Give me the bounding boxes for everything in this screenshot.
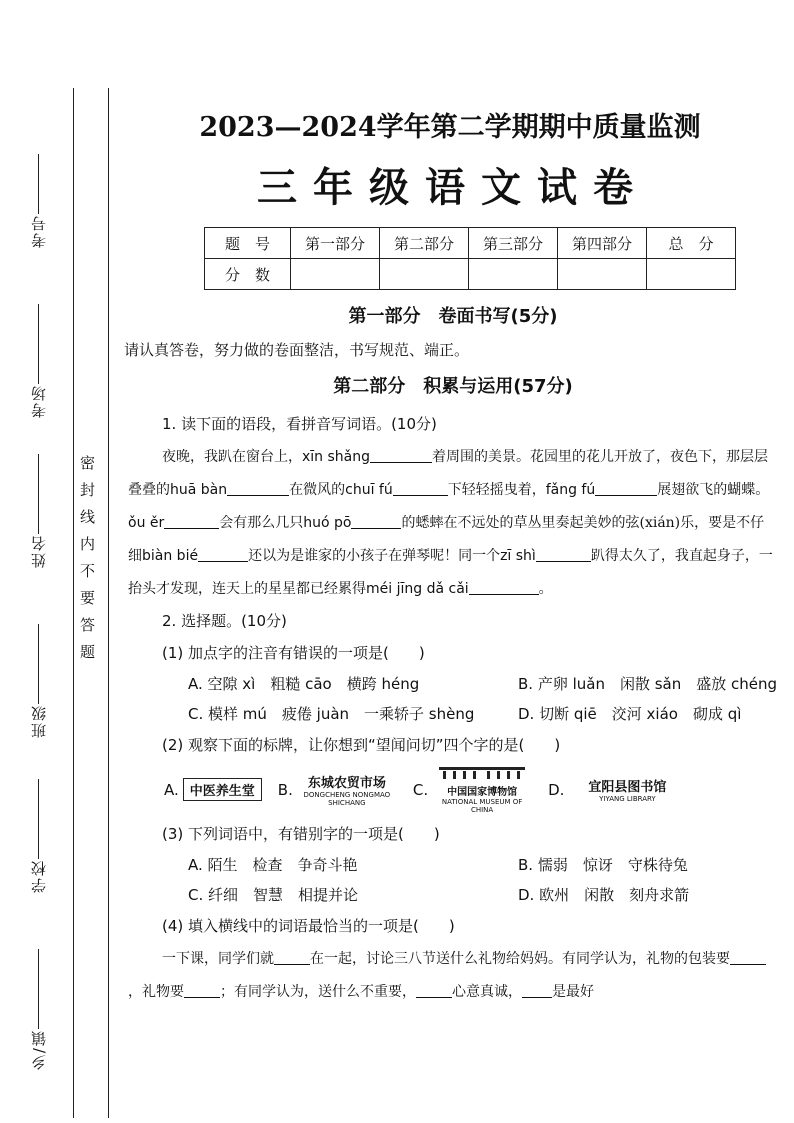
sign-c-board [432, 765, 532, 814]
score-col-total: 总 分 [647, 228, 736, 259]
q1-text-8: 还以为是谁家的小孩子在弹琴呢！同一个 [248, 548, 501, 564]
binding-line-inner [108, 88, 109, 1118]
exam-title: 2023—2024学年第二学期期中质量监测 [199, 112, 701, 143]
q2-4-text-3: ，礼物要 [128, 984, 184, 1000]
exam-number-line [38, 154, 39, 214]
sign-c-text: 中国国家博物馆 [447, 787, 518, 798]
q1-text-4: 下轻轻摇曳着， [447, 482, 546, 498]
town-line [38, 949, 39, 1029]
pinyin-6: huó pō [303, 515, 352, 531]
q2-4-text-4: ；有同学认为，送什么不重要， [220, 984, 416, 1000]
answer-blank-8[interactable] [536, 543, 591, 562]
q2-4-text-2: 在一起，讨论三八节送什么礼物给妈妈。有同学认为，礼物的包装要 [310, 951, 730, 967]
q1-text-3: 在微风的 [289, 482, 346, 498]
exam-number-label: 考号 [29, 214, 48, 248]
option-c[interactable]: C. 纤细 智慧 相提并论 [188, 886, 359, 904]
sign-d-label: D. [548, 780, 565, 799]
score-col-part1: 第一部分 [291, 228, 380, 259]
q2-1-options-row2 [128, 699, 778, 729]
q2-4-stem: (4) 填入横线中的词语最恰当的一项是( ) [162, 917, 455, 935]
q1-text-6: 会有那么几只 [219, 515, 304, 531]
q2-3-options-row2 [128, 880, 778, 910]
sign-d-text: 宜阳县图书馆 [588, 780, 667, 795]
sign-b-board [297, 772, 397, 807]
school-field[interactable] [20, 775, 56, 893]
class-field[interactable] [20, 620, 56, 738]
option-b[interactable]: B. 懦弱 惊讶 守株待兔 [518, 856, 688, 874]
pinyin-2: huā bàn [170, 482, 228, 498]
q2-3-stem: (3) 下列词语中，有错别字的一项是( ) [162, 825, 440, 843]
score-table [204, 227, 736, 290]
sign-b-subtext: DONGCHENG NONGMAO SHICHANG [303, 791, 391, 807]
answer-blank-6[interactable] [351, 510, 401, 529]
sign-c-label: C. [412, 780, 429, 799]
q1-title: 1. 读下面的语段，看拼音写词语。(10分) [162, 415, 437, 433]
sign-a-board: 中医养生堂 [183, 778, 262, 801]
exam-number-field[interactable] [20, 150, 56, 248]
answer-blank-4[interactable] [595, 477, 657, 496]
class-label: 班级 [29, 704, 48, 738]
score-value-row [205, 259, 736, 290]
option-a[interactable]: A. 陌生 检查 争奇斗艳 [188, 856, 358, 874]
name-line [38, 454, 39, 534]
pinyin-1: xīn shǎng [302, 449, 371, 465]
exam-room-field[interactable] [20, 300, 56, 418]
binding-margin [0, 0, 120, 1123]
binding-line-outer [73, 88, 74, 1118]
q1-text-9: 趴得太久了，我直起身子，一抬头才发现，连天上的星星都已经累得 [128, 548, 773, 597]
option-a[interactable]: A. 空隙 xì 粗糙 cāo 横跨 héng [188, 675, 420, 693]
score-header-row [205, 228, 736, 259]
q1-text-10: 。 [538, 581, 553, 597]
q2-3-options-row1 [128, 850, 778, 880]
sign-option-b[interactable] [278, 772, 397, 807]
pinyin-7: biàn bié [142, 548, 199, 564]
part1-heading: 第一部分 卷面书写(5分) [348, 306, 558, 327]
class-line [38, 624, 39, 704]
q2-4-text-1: 一下课，同学们就 [162, 951, 274, 967]
answer-blank-3[interactable] [393, 477, 448, 496]
score-cell-part3[interactable] [469, 259, 558, 290]
option-c[interactable]: C. 模样 mú 疲倦 juàn 一乘轿子 shèng [188, 705, 475, 723]
fill-blank-5[interactable] [522, 979, 552, 998]
score-col-label: 题 号 [205, 228, 291, 259]
pinyin-9: méi jīng dǎ cǎi [366, 581, 469, 597]
sign-d-board [568, 776, 686, 803]
name-label: 姓名 [29, 534, 48, 568]
sign-option-a[interactable] [164, 778, 262, 801]
fill-blank-4[interactable] [416, 979, 452, 998]
pinyin-8: zī shì [500, 548, 536, 564]
answer-blank-1[interactable] [370, 444, 432, 463]
q1-text-5: 展翅欲飞的蝴蝶。 [657, 482, 770, 498]
score-col-part2: 第二部分 [380, 228, 469, 259]
q1-text-7: 的蟋蟀在不远处的草丛里奏起美妙的弦(xián)乐，要是不仔细 [128, 515, 765, 564]
school-line [38, 779, 39, 859]
pinyin-4: fǎng fú [545, 482, 596, 498]
answer-blank-5[interactable] [164, 510, 219, 529]
q2-1-options-row1 [128, 669, 778, 699]
town-field[interactable] [20, 945, 56, 1070]
exam-room-label: 考场 [29, 384, 48, 418]
answer-blank-9[interactable] [469, 576, 539, 595]
q2-title: 2. 选择题。(10分) [162, 612, 287, 630]
sign-option-c[interactable] [413, 765, 532, 814]
pinyin-3: chuī fú [345, 482, 393, 498]
q2-4-text-5: 心意真诚， [452, 984, 522, 1000]
score-cell-part1[interactable] [291, 259, 380, 290]
museum-building-icon [437, 765, 527, 779]
fill-blank-2[interactable] [730, 946, 766, 965]
q2-2-stem: (2) 观察下面的标牌，让你想到“望闻问切”四个字的是( ) [162, 736, 561, 754]
fill-blank-1[interactable] [274, 946, 310, 965]
sign-a-label: A. [164, 780, 179, 799]
q2-4-text-6: 是最好 [552, 984, 594, 1000]
answer-blank-7[interactable] [198, 543, 248, 562]
score-cell-part4[interactable] [558, 259, 647, 290]
q2-4-passage [128, 942, 778, 1008]
part1-instruction: 请认真答卷，努力做的卷面整洁，书写规范、端正。 [124, 341, 470, 359]
q1-passage [128, 440, 778, 605]
name-field[interactable] [20, 450, 56, 568]
score-col-part3: 第三部分 [469, 228, 558, 259]
q1-text-2: 着周围的美景。花园里的花儿开放了，夜色下，那层层叠叠的 [128, 449, 769, 498]
option-b[interactable]: B. 产卵 luǎn 闲散 sǎn 盛放 chéng [518, 675, 778, 693]
score-cell-part2[interactable] [380, 259, 469, 290]
score-row-label: 分 数 [205, 259, 291, 290]
sign-options [164, 765, 778, 814]
answer-blank-2[interactable] [227, 477, 289, 496]
option-d[interactable]: D. 欧州 闲散 刻舟求箭 [518, 886, 690, 904]
option-d[interactable]: D. 切断 qiē 洨河 xiáo 砌成 qì [518, 705, 742, 723]
sign-b-label: B. [277, 780, 293, 799]
sign-b-text: 东城农贸市场 [307, 776, 386, 791]
exam-subtitle: 三年级语文试卷 [257, 164, 649, 211]
exam-room-line [38, 304, 39, 384]
sign-option-d[interactable] [548, 776, 686, 803]
score-cell-total[interactable] [647, 259, 736, 290]
sign-d-subtext: YIYANG LIBRARY [599, 795, 656, 803]
town-label: 乡/镇 [29, 1029, 48, 1071]
pinyin-5: ǒu ěr [128, 515, 165, 531]
sign-c-subtext: NATIONAL MUSEUM OF CHINA [441, 798, 523, 814]
q2-1-stem: (1) 加点字的注音有错误的一项是( ) [162, 644, 425, 662]
seal-notice: 密封线内不要答题 [78, 455, 96, 671]
school-label: 学校 [29, 859, 48, 893]
q1-text-1: 夜晚，我趴在窗台上， [162, 449, 302, 465]
part2-heading: 第二部分 积累与运用(57分) [333, 376, 573, 397]
score-col-part4: 第四部分 [558, 228, 647, 259]
fill-blank-3[interactable] [184, 979, 220, 998]
exam-paper [124, 105, 778, 1008]
